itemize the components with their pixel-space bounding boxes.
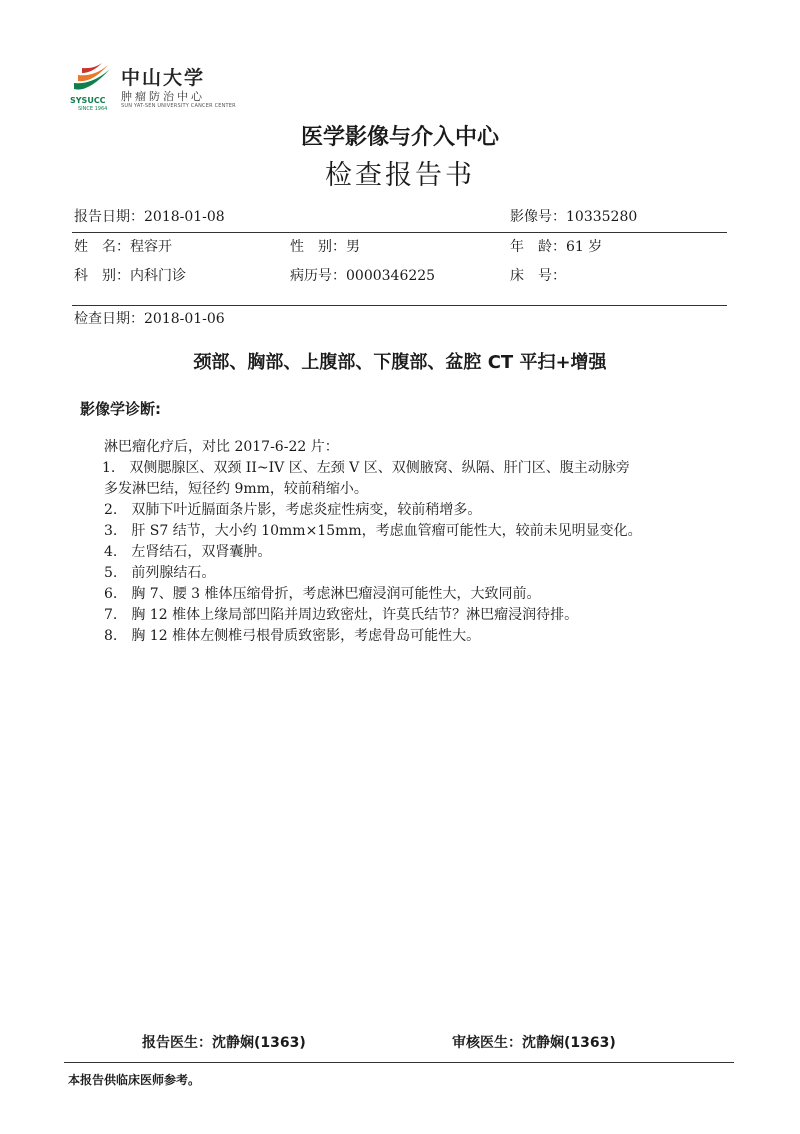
exam-title: 颈部、胸部、上腹部、下腹部、盆腔 CT 平扫+增强 xyxy=(193,352,607,373)
patient-gender: 性 别：男 xyxy=(290,239,360,255)
department: 科 别：内科门诊 xyxy=(74,268,186,284)
logo-mark-text: SYSUCC xyxy=(70,96,106,105)
patient-age: 年 龄：61 岁 xyxy=(510,239,603,255)
finding-item: 3. 肝 S7 结节，大小约 10mm×15mm，考虑血管瘤可能性大，较前未见明显变化。 xyxy=(104,523,642,539)
medical-record-number: 病历号：0000346225 xyxy=(290,268,436,284)
findings-intro: 淋巴瘤化疗后，对比 2017-6-22 片： xyxy=(104,439,339,455)
logo-english-name: SUN YAT-SEN UNIVERSITY CANCER CENTER xyxy=(121,103,236,109)
department-title: 医学影像与介入中心 xyxy=(300,125,499,150)
report-date: 报告日期：2018-01-08 xyxy=(74,209,225,225)
reporting-doctor: 报告医生：沈静娴(1363) xyxy=(142,1035,306,1051)
exam-date: 检查日期：2018-01-06 xyxy=(74,311,225,327)
logo-mark-year: SINCE 1964 xyxy=(78,106,108,112)
finding-item: 6. 胸 7、腰 3 椎体压缩骨折，考虑淋巴瘤浸润可能性大，大致同前。 xyxy=(104,586,541,602)
image-number: 影像号：10335280 xyxy=(510,209,638,225)
divider-bottom xyxy=(64,1062,734,1063)
findings-list xyxy=(104,437,734,647)
finding-item: 2. 双肺下叶近膈面条片影，考虑炎症性病变，较前稍增多。 xyxy=(104,502,482,518)
footer-note: 本报告供临床医师参考。 xyxy=(68,1073,201,1087)
finding-item: 4. 左肾结石，双肾囊肿。 xyxy=(104,544,272,560)
finding-item: 1. 双侧腮腺区、双颈 II~IV 区、左颈 V 区、双侧腋窝、纵隔、肝门区、腹主动脉旁 xyxy=(102,460,630,476)
finding-item: 5. 前列腺结石。 xyxy=(104,565,216,581)
divider-top xyxy=(72,232,727,233)
logo-subtitle: 肿瘤防治中心 xyxy=(121,90,205,103)
divider-middle xyxy=(72,305,727,306)
finding-item: 8. 胸 12 椎体左侧椎弓根骨质致密影，考虑骨岛可能性大。 xyxy=(104,628,481,644)
report-title: 检查报告书 xyxy=(325,160,475,191)
bed-number: 床 号： xyxy=(510,268,566,284)
finding-item: 多发淋巴结，短径约 9mm，较前稍缩小。 xyxy=(104,481,368,497)
finding-item: 7. 胸 12 椎体上缘局部凹陷并周边致密灶，许莫氏结节？淋巴瘤浸润待排。 xyxy=(104,607,579,623)
diagnosis-heading: 影像学诊断: xyxy=(80,400,161,418)
logo-institution-name: 中山大学 xyxy=(121,67,206,89)
patient-name: 姓 名：程容开 xyxy=(74,239,172,255)
reviewing-doctor: 审核医生：沈静娴(1363) xyxy=(452,1035,616,1051)
